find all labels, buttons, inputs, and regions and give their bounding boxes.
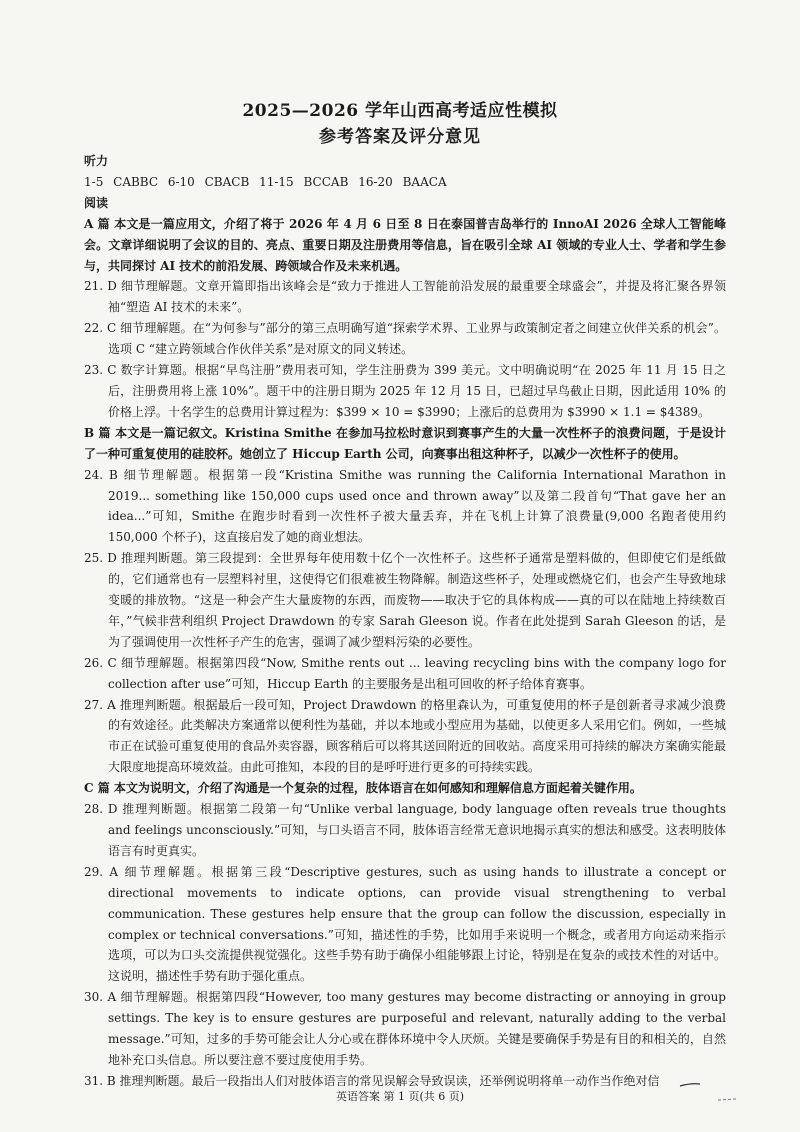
listening-heading: 听力 bbox=[84, 154, 109, 168]
answer-26: 26. C 细节理解题。根据第四段“Now, Smithe rents out ... leaving recycling bins with the company logo for collection after use”可知，Hiccup Earth 的主要服务是出租可回收的杯子给体育赛事。 bbox=[84, 655, 726, 691]
answer-22: 22. C 细节理解题。在“为何参与”部分的第三点明确写道“探索学术界、工业界与政策制定者之间建立伙伴关系的机会”。选项 C “建立跨领域合作伙伴关系”是对原文的同义转述。 bbox=[84, 321, 726, 357]
answer-25: 25. D 推理判断题。第三段提到：全世界每年使用数十亿个一次性杯子。这些杯子通常是塑料做的，但即使它们是纸做的，它们通常也有一层塑料衬里，这使得它们很难被生物降解。制造这些杯子，处理或燃烧它们，也会产生导致地球变暖的排放物。“这是一种会产生大量废物的东西，而废物——取决于它的具体构成——真的可以在陆地上持续数百年，”气候非营利组织 Project Drawdown 的专家 Sarah Gleeson 说。作者在此处提到 Sarah Gleeson 的话，是为了强调使用一次性杯子产生的危害，强调了减少塑料污染的必要性。 bbox=[84, 551, 726, 649]
page-title: 2025—2026 学年山西高考适应性模拟 bbox=[242, 101, 558, 121]
passage-c-summary: C 篇 本文为说明文，介绍了沟通是一个复杂的过程，肢体语言在如何感知和理解信息方面起着关键作用。 bbox=[84, 781, 642, 796]
answer-30: 30. A 细节理解题。根据第四段“However, too many gestures may become distracting or annoying in group settings. The key is to ensure gestures are purposeful and relevant, naturally adding to the verbal message.”可知，过多的手势可能会让人分心或在群体环境中令人厌烦。关键是要确保手势是有目的和相关的，自然地补充口头信息。所以要注意不要过度使用手势。 bbox=[84, 990, 726, 1067]
answer-28: 28. D 推理判断题。根据第二段第一句“Unlike verbal language, body language often reveals true thoughts and feelings unconsciously.”可知，与口头语言不同，肢体语言经常无意识地揭示真实的想法和感受。这表明肢体语言有时更真实。 bbox=[84, 802, 726, 858]
answer-27: 27. A 推理判断题。根据最后一段可知，Project Drawdown 的格里森认为，可重复使用的杯子是创新者寻求减少浪费的有效途径。此类解决方案通常以便利性为基础，并以本地或小型应用为基础，以使更多人采用它们。例如，一些城市正在试验可重复使用的食品外卖容器，顾客稍后可以将其送回附近的回收站。高度采用可持续的解决方案确实能最大限度地提高环境效益。由此可推知，本段的目的是呼吁进行更多的可持续实践。 bbox=[84, 697, 726, 775]
answer-21: 21. D 细节理解题。文章开篇即指出该峰会是“致力于推进人工智能前沿发展的最重要全球盛会”，并提及将汇聚各界领袖“塑造 AI 技术的未来”。 bbox=[84, 279, 726, 315]
answer-23: 23. C 数字计算题。根据“早鸟注册”费用表可知，学生注册费为 399 美元。文中明确说明“在 2025 年 11 月 15 日之后，注册费用将上涨 10%”。题干中的注册日期为 2025 年 12 月 15 日，已超过早鸟截止日期，因此适用 10% 的价格上浮。十名学生的总费用计算过程为：$399 × 10 = $3990；上涨后的总费用为 $3990 × 1.1 = $4389。 bbox=[84, 363, 726, 419]
answer-29: 29. A 细节理解题。根据第三段“Descriptive gestures, such as using hands to illustrate a concept or directional movements to indicate options, can provide visual strengthening to verbal communication. These gestures help ensure that the group can follow the discussion, especially in complex or technical conversations.”可知，描述性的手势，比如用手来说明一个概念，或者用方向运动来指示选项，可以为口头交流提供视觉强化。这些手势有助于确保小组能够跟上讨论，特别是在复杂的或技术性的对话中。这说明，描述性手势有助于强化重点。 bbox=[84, 864, 726, 984]
reading-heading: 阅读 bbox=[84, 195, 109, 210]
answer-content bbox=[84, 151, 726, 1092]
page-subtitle: 参考答案及评分意见 bbox=[319, 127, 481, 147]
listening-answers: 1-5 CABBC 6-10 CBACB 11-15 BCCAB 16-20 BAACA bbox=[84, 174, 447, 189]
answer-24: 24. B 细节理解题。根据第一段“Kristina Smithe was running the California International Marathon in 2019... something like 150,000 cups used once and thrown away”以及第二段首句“That gave her an idea...”可知，Smithe 在跑步时看到一次性杯子被大量丢弃，并在飞机上计算了浪费量(9,000 名跑者使用约 150,000 个杯子)，这直接启发了她的商业想法。 bbox=[84, 467, 726, 545]
passage-a-summary: A 篇 本文是一篇应用文，介绍了将于 2026 年 4 月 6 日至 8 日在泰国普吉岛举行的 InnoAI 2026 全球人工智能峰会。文章详细说明了会议的目的、亮点、重要日期及注册费用等信息，旨在吸引全球 AI 领域的专业人士、学者和学生参与，共同探讨 AI 技术的前沿发展、跨领域合作及未来机遇。 bbox=[84, 216, 726, 273]
passage-b-summary: B 篇 本文是一篇记叙文。Kristina Smithe 在参加马拉松时意识到赛事产生的大量一次性杯子的浪费问题，于是设计了一种可重复使用的硅胶杯。她创立了 Hiccup Earth 公司，向赛事出租这种杯子，以减少一次性杯子的使用。 bbox=[84, 425, 726, 461]
answer-31: 31. B 推理判断题。最后一段指出人们对肢体语言的常见误解会导致误读，还举例说明将单一动作当作绝对信 bbox=[84, 1073, 660, 1088]
page-footer: 英语答案 第 1 页(共 6 页) bbox=[335, 1090, 465, 1103]
pen-stroke-mark bbox=[678, 1076, 738, 1106]
